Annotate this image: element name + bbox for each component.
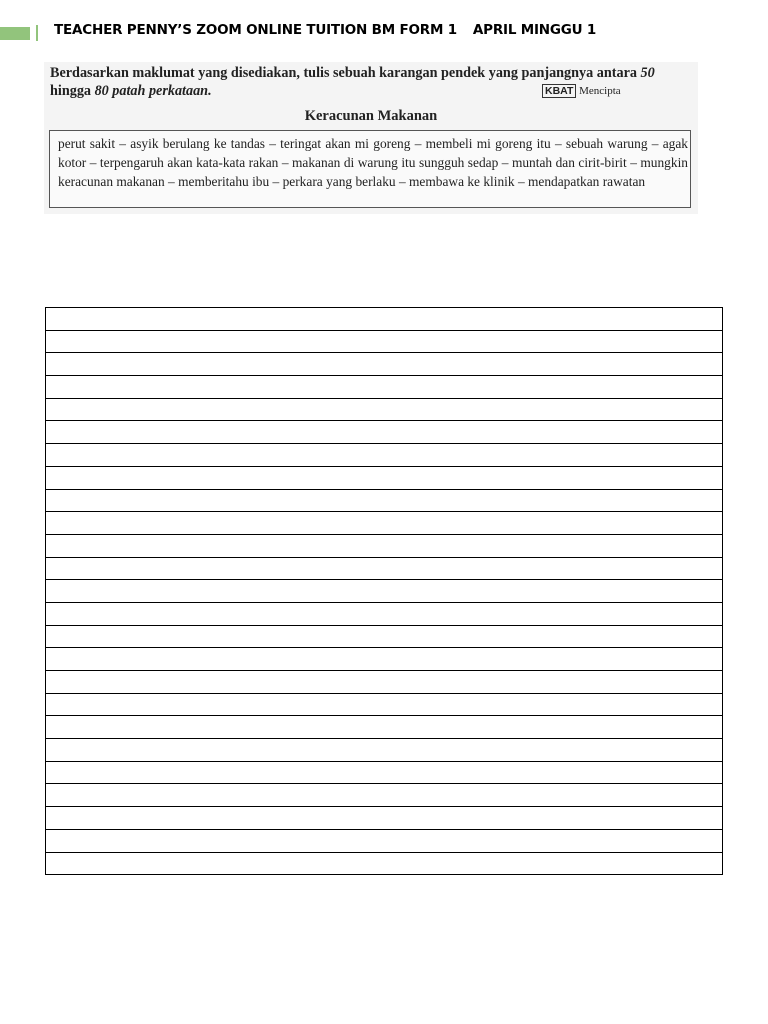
answer-line[interactable]	[46, 534, 723, 557]
answer-line-cell[interactable]	[46, 421, 723, 444]
answer-line[interactable]	[46, 671, 723, 694]
page-title-right: APRIL MINGGU 1	[472, 22, 597, 38]
points-text: perut sakit – asyik berulang ke tandas – teringat akan mi goreng – membeli mi goreng itu – sebuah warung – agak kotor – terpengaruh akan kata-kata rakan – makanan di warung itu sungguh sedap – muntah dan cirit-birit – mungkin keracunan makanan – memberitahu ibu – perkara yang berlaku – membawa ke klinik – mendapatkan rawatan	[58, 136, 688, 189]
instruction-text: Berdasarkan maklumat yang disediakan, tulis sebuah karangan pendek yang panjangnya antara	[50, 65, 641, 81]
page-title	[54, 22, 596, 38]
answer-line-cell[interactable]	[46, 398, 723, 421]
answer-line[interactable]	[46, 330, 723, 353]
answer-line[interactable]	[46, 829, 723, 852]
header-accent-bar	[0, 27, 30, 40]
answer-line-cell[interactable]	[46, 466, 723, 489]
answer-line-cell[interactable]	[46, 353, 723, 376]
instruction-mid: hingga	[50, 83, 95, 99]
answer-line-cell[interactable]	[46, 376, 723, 399]
answer-line-cell[interactable]	[46, 489, 723, 512]
answer-line-cell[interactable]	[46, 693, 723, 716]
points-box	[49, 130, 691, 208]
answer-line[interactable]	[46, 421, 723, 444]
answer-line-cell[interactable]	[46, 648, 723, 671]
kbat-badge: KBAT	[542, 84, 576, 98]
instruction-end: patah perkataan.	[108, 83, 212, 99]
answer-line-cell[interactable]	[46, 625, 723, 648]
answer-line[interactable]	[46, 489, 723, 512]
answer-line[interactable]	[46, 716, 723, 739]
answer-line-cell[interactable]	[46, 784, 723, 807]
answer-line-cell[interactable]	[46, 308, 723, 331]
answer-lines	[45, 307, 723, 875]
answer-line-cell[interactable]	[46, 761, 723, 784]
word-min: 50	[640, 65, 655, 81]
answer-line-cell[interactable]	[46, 807, 723, 830]
answer-line[interactable]	[46, 376, 723, 399]
answer-line[interactable]	[46, 648, 723, 671]
answer-line-cell[interactable]	[46, 534, 723, 557]
answer-line[interactable]	[46, 466, 723, 489]
answer-line[interactable]	[46, 398, 723, 421]
answer-line-cell[interactable]	[46, 671, 723, 694]
page-title-left: TEACHER PENNY’S ZOOM ONLINE TUITION BM FORM 1	[54, 22, 457, 38]
answer-line-cell[interactable]	[46, 829, 723, 852]
answer-line[interactable]	[46, 807, 723, 830]
kbat-level: Mencipta	[579, 85, 621, 97]
answer-line-cell[interactable]	[46, 512, 723, 535]
answer-line[interactable]	[46, 739, 723, 762]
answer-line[interactable]	[46, 625, 723, 648]
answer-line-cell[interactable]	[46, 444, 723, 467]
answer-line-cell[interactable]	[46, 580, 723, 603]
answer-line[interactable]	[46, 353, 723, 376]
answer-line-cell[interactable]	[46, 716, 723, 739]
answer-line-cell[interactable]	[46, 557, 723, 580]
answer-line[interactable]	[46, 602, 723, 625]
answer-line[interactable]	[46, 761, 723, 784]
answer-line-cell[interactable]	[46, 602, 723, 625]
header-accent-divider	[36, 25, 38, 41]
answer-line[interactable]	[46, 308, 723, 331]
answer-line-cell[interactable]	[46, 330, 723, 353]
answer-line[interactable]	[46, 852, 723, 875]
answer-line-cell[interactable]	[46, 852, 723, 875]
word-max: 80	[94, 83, 109, 99]
answer-line[interactable]	[46, 580, 723, 603]
answer-line[interactable]	[46, 512, 723, 535]
answer-line[interactable]	[46, 444, 723, 467]
answer-line-cell[interactable]	[46, 739, 723, 762]
answer-line[interactable]	[46, 693, 723, 716]
kbat-tag	[542, 84, 621, 98]
answer-line[interactable]	[46, 557, 723, 580]
question-scan	[44, 62, 698, 214]
answer-line[interactable]	[46, 784, 723, 807]
essay-title: Keracunan Makanan	[304, 108, 438, 124]
